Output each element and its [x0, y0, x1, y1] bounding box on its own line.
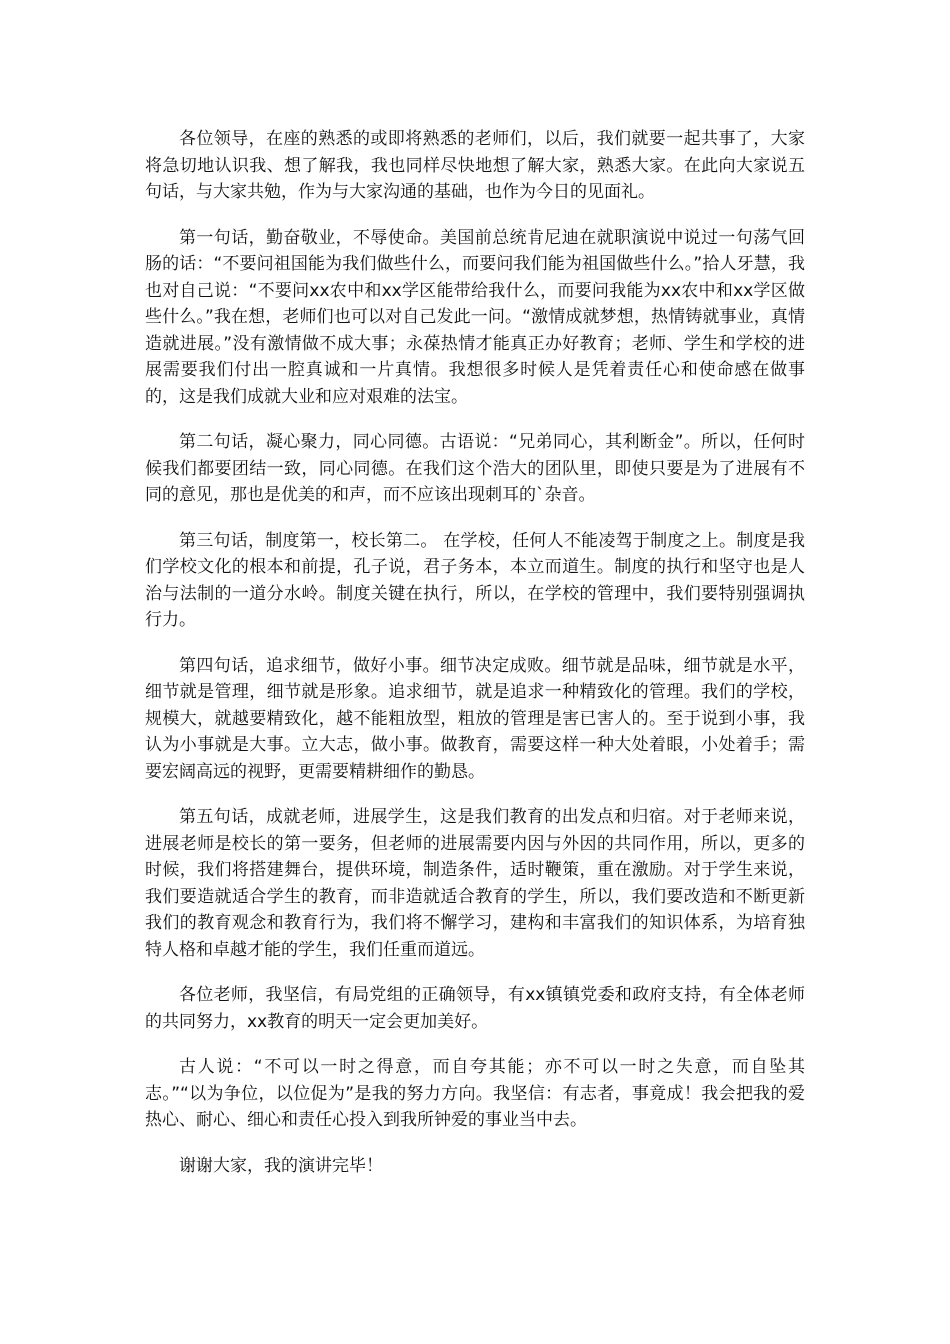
document-body	[145, 126, 805, 1198]
paragraph-quote: 古人说：“不可以一时之得意，而自夸其能；亦不可以一时之失意，而自坠其志。”“以为争位，以位促为”是我的努力方向。我坚信：有志者，事竟成！我会把我的爱热心、耐心、细心和责任心投入到我所钟爱的事业当中去。	[145, 1057, 805, 1130]
paragraph-first-point: 第一句话，勤奋敬业，不辱使命。美国前总统肯尼迪在就职演说中说过一句荡气回肠的话：“不要问祖国能为我们做些什么，而要问我们能为祖国做些什么。”拾人牙慧，我也对自己说：“不要问xx农中和xx学区能带给我什么，而要问我能为xx农中和xx学区做些什么。”我在想，老师们也可以对自己发此一问。“激情成就梦想，热情铸就事业，真情造就进展。”没有激情做不成大事；永葆热情才能真正办好教育；老师、学生和学校的进展需要我们付出一腔真诚和一片真情。我想很多时候人是凭着责任心和使命感在做事的，这是我们成就大业和应对艰难的法宝。	[145, 227, 805, 407]
paragraph-fourth-point: 第四句话，追求细节，做好小事。细节决定成败。细节就是品味，细节就是水平，细节就是管理，细节就是形象。追求细节，就是追求一种精致化的管理。我们的学校，规模大，就越要精致化，越不能粗放型，粗放的管理是害已害人的。至于说到小事，我认为小事就是大事。立大志，做小事。做教育，需要这样一种大处着眼，小处着手；需要宏阔高远的视野，更需要精耕细作的勤恳。	[145, 655, 805, 782]
paragraph-fifth-point: 第五句话，成就老师，进展学生，这是我们教育的出发点和归宿。对于老师来说，进展老师是校长的第一要务，但老师的进展需要内因与外因的共同作用，所以，更多的时候，我们将搭建舞台，提供环境，制造条件，适时鞭策，重在激励。对于学生来说，我们要造就适合学生的教育，而非造就适合教育的学生，所以，我们要改造和不断更新我们的教育观念和教育行为，我们将不懈学习，建构和丰富我们的知识体系，为培育独特人格和卓越才能的学生，我们任重而道远。	[145, 807, 805, 960]
paragraph-greeting: 各位领导，在座的熟悉的或即将熟悉的老师们，以后，我们就要一起共事了，大家将急切地认识我、想了解我，我也同样尽快地想了解大家，熟悉大家。在此向大家说五句话，与大家共勉，作为与大家沟通的基础，也作为今日的见面礼。	[145, 129, 805, 202]
paragraph-second-point: 第二句话，凝心聚力，同心同德。古语说：“兄弟同心，其利断金”。所以，任何时候我们都要团结一致，同心同德。在我们这个浩大的团队里，即使只要是为了进展有不同的意见，那也是优美的和声，而不应该出现刺耳的`杂音。	[145, 432, 805, 505]
paragraph-third-point: 第三句话，制度第一，校长第二。 在学校，任何人不能凌驾于制度之上。制度是我们学校文化的根本和前提，孔子说，君子务本，本立而道生。制度的执行和坚守也是人治与法制的一道分水岭。制度关键在执行，所以，在学校的管理中，我们要特别强调执行力。	[145, 530, 805, 630]
paragraph-belief: 各位老师，我坚信，有局党组的正确领导，有xx镇镇党委和政府支持，有全体老师的共同努力，xx教育的明天一定会更加美好。	[145, 985, 805, 1032]
paragraph-closing: 谢谢大家，我的演讲完毕！	[179, 1155, 383, 1176]
